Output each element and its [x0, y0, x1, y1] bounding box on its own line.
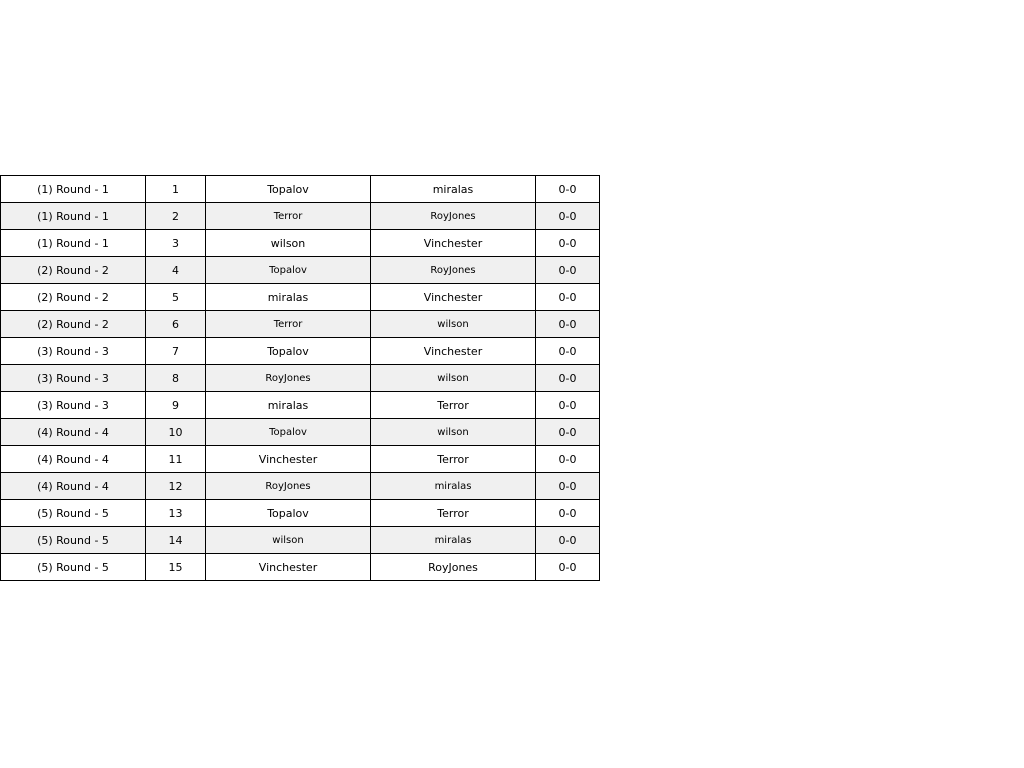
- white-player-cell: miralas: [206, 392, 371, 419]
- black-player-cell: miralas: [371, 473, 536, 500]
- game-number-cell: 12: [146, 473, 206, 500]
- round-cell: (2) Round - 2: [1, 257, 146, 284]
- white-player-cell: wilson: [206, 230, 371, 257]
- white-player-cell: Topalov: [206, 338, 371, 365]
- table-row: [1, 203, 600, 230]
- black-player-cell: wilson: [371, 365, 536, 392]
- game-number-cell: 10: [146, 419, 206, 446]
- round-cell: (4) Round - 4: [1, 473, 146, 500]
- round-cell: (5) Round - 5: [1, 500, 146, 527]
- result-cell: 0-0: [536, 338, 600, 365]
- table-row: [1, 500, 600, 527]
- game-number-cell: 5: [146, 284, 206, 311]
- white-player-cell: wilson: [206, 527, 371, 554]
- game-number-cell: 2: [146, 203, 206, 230]
- black-player-cell: Terror: [371, 392, 536, 419]
- game-number-cell: 14: [146, 527, 206, 554]
- round-cell: (5) Round - 5: [1, 554, 146, 581]
- black-player-cell: miralas: [371, 527, 536, 554]
- white-player-cell: Vinchester: [206, 446, 371, 473]
- table-row: [1, 230, 600, 257]
- table-row: [1, 284, 600, 311]
- black-player-cell: Vinchester: [371, 338, 536, 365]
- white-player-cell: Terror: [206, 311, 371, 338]
- result-cell: 0-0: [536, 419, 600, 446]
- round-schedule-table: [0, 175, 600, 581]
- round-cell: (4) Round - 4: [1, 446, 146, 473]
- black-player-cell: RoyJones: [371, 257, 536, 284]
- white-player-cell: Topalov: [206, 176, 371, 203]
- table-row: [1, 176, 600, 203]
- round-cell: (2) Round - 2: [1, 311, 146, 338]
- game-number-cell: 9: [146, 392, 206, 419]
- table-row: [1, 446, 600, 473]
- schedule-body: [1, 176, 600, 581]
- white-player-cell: miralas: [206, 284, 371, 311]
- white-player-cell: Terror: [206, 203, 371, 230]
- table-row: [1, 338, 600, 365]
- game-number-cell: 11: [146, 446, 206, 473]
- round-cell: (2) Round - 2: [1, 284, 146, 311]
- table-row: [1, 473, 600, 500]
- game-number-cell: 6: [146, 311, 206, 338]
- white-player-cell: RoyJones: [206, 473, 371, 500]
- game-number-cell: 7: [146, 338, 206, 365]
- table-row: [1, 527, 600, 554]
- result-cell: 0-0: [536, 554, 600, 581]
- result-cell: 0-0: [536, 527, 600, 554]
- black-player-cell: Vinchester: [371, 284, 536, 311]
- result-cell: 0-0: [536, 365, 600, 392]
- result-cell: 0-0: [536, 311, 600, 338]
- black-player-cell: Terror: [371, 446, 536, 473]
- result-cell: 0-0: [536, 392, 600, 419]
- result-cell: 0-0: [536, 446, 600, 473]
- table-row: [1, 419, 600, 446]
- white-player-cell: Topalov: [206, 500, 371, 527]
- game-number-cell: 13: [146, 500, 206, 527]
- game-number-cell: 1: [146, 176, 206, 203]
- round-cell: (3) Round - 3: [1, 392, 146, 419]
- black-player-cell: Vinchester: [371, 230, 536, 257]
- white-player-cell: RoyJones: [206, 365, 371, 392]
- round-cell: (3) Round - 3: [1, 338, 146, 365]
- game-number-cell: 3: [146, 230, 206, 257]
- round-cell: (3) Round - 3: [1, 365, 146, 392]
- black-player-cell: Terror: [371, 500, 536, 527]
- result-cell: 0-0: [536, 176, 600, 203]
- round-cell: (1) Round - 1: [1, 203, 146, 230]
- table-row: [1, 392, 600, 419]
- black-player-cell: RoyJones: [371, 203, 536, 230]
- black-player-cell: RoyJones: [371, 554, 536, 581]
- black-player-cell: wilson: [371, 419, 536, 446]
- white-player-cell: Vinchester: [206, 554, 371, 581]
- white-player-cell: Topalov: [206, 257, 371, 284]
- black-player-cell: wilson: [371, 311, 536, 338]
- game-number-cell: 4: [146, 257, 206, 284]
- white-player-cell: Topalov: [206, 419, 371, 446]
- game-number-cell: 15: [146, 554, 206, 581]
- black-player-cell: miralas: [371, 176, 536, 203]
- game-number-cell: 8: [146, 365, 206, 392]
- table-row: [1, 365, 600, 392]
- round-cell: (1) Round - 1: [1, 176, 146, 203]
- table-row: [1, 554, 600, 581]
- result-cell: 0-0: [536, 203, 600, 230]
- round-cell: (4) Round - 4: [1, 419, 146, 446]
- result-cell: 0-0: [536, 500, 600, 527]
- result-cell: 0-0: [536, 473, 600, 500]
- table-row: [1, 257, 600, 284]
- result-cell: 0-0: [536, 284, 600, 311]
- round-cell: (1) Round - 1: [1, 230, 146, 257]
- table-row: [1, 311, 600, 338]
- result-cell: 0-0: [536, 230, 600, 257]
- round-cell: (5) Round - 5: [1, 527, 146, 554]
- result-cell: 0-0: [536, 257, 600, 284]
